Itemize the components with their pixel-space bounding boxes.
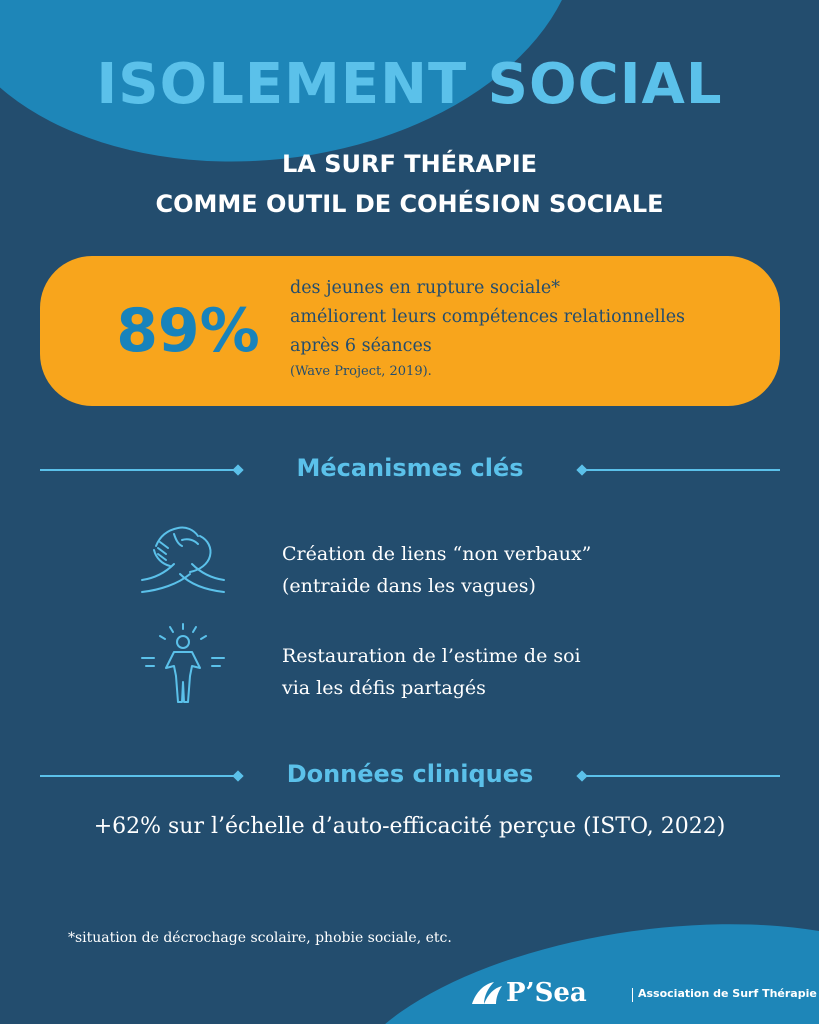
logo-separator (632, 988, 633, 1002)
stat-source: (Wave Project, 2019). (290, 364, 432, 379)
clinical-heading-text: Données cliniques (286, 760, 534, 788)
footnote: *situation de décrochage scolaire, phobie sociale, etc. (68, 930, 452, 946)
stat-line-3: après 6 séances (290, 336, 432, 356)
divider-line-right (586, 775, 780, 777)
mechanism-item (138, 518, 698, 618)
stat-percent: 89% (116, 296, 260, 366)
stat-description (290, 274, 760, 383)
stat-line-1: des jeunes en rupture sociale* (290, 278, 560, 298)
mechanisms-heading-text: Mécanismes clés (296, 454, 524, 482)
mechanism-line-2: (entraide dans les vagues) (282, 575, 536, 597)
logo-name: P’Sea (506, 978, 587, 1008)
divider-line-right (586, 469, 780, 471)
page-subtitle (0, 144, 819, 224)
logo-tagline: Association de Surf Thérapie (638, 987, 817, 1000)
handshake-icon (138, 518, 228, 608)
mechanism-item (138, 620, 698, 720)
wave-logo-icon (470, 980, 506, 1006)
mechanisms-heading (40, 450, 780, 490)
stat-line-2: améliorent leurs compétences relationnelles (290, 307, 686, 327)
mechanism-line-2: via les défis partagés (282, 677, 486, 699)
clinical-heading (40, 756, 780, 796)
mechanism-line-1: Restauration de l’estime de soi (282, 645, 581, 667)
stat-card (40, 256, 780, 406)
clinical-result: +62% sur l’échelle d’auto-efficacité perçue (ISTO, 2022) (93, 814, 726, 839)
mechanism-text (282, 640, 702, 704)
subtitle-line-1: LA SURF THÉRAPIE (281, 150, 538, 178)
confident-person-icon (138, 620, 228, 710)
mechanism-text (282, 538, 702, 602)
mechanism-line-1: Création de liens “non verbaux” (282, 543, 592, 565)
subtitle-line-2: COMME OUTIL DE COHÉSION SOCIALE (155, 190, 664, 218)
page-title: ISOLEMENT SOCIAL (96, 52, 723, 117)
